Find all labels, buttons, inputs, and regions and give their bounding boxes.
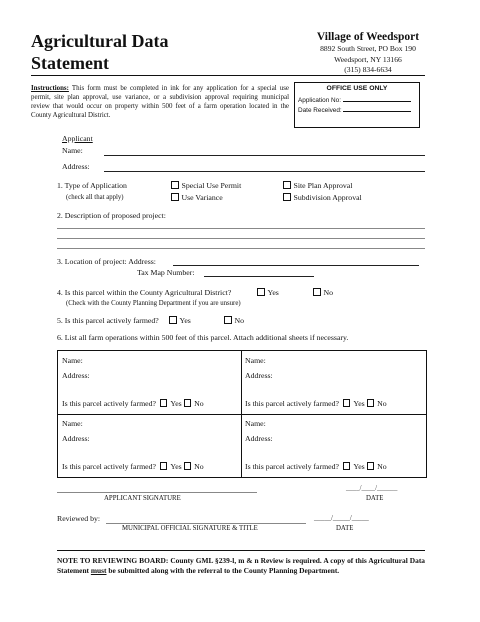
grid-cell-3-address[interactable]: Address: (62, 434, 90, 443)
farmed-label: Is this parcel actively farmed? (62, 399, 156, 408)
note-text-2: be submitted along with the referral to the County Planning Department. (106, 566, 340, 575)
applicant-date-label: DATE (366, 495, 384, 502)
farmed-label: Is this parcel actively farmed? (245, 462, 339, 471)
no-label: No (194, 399, 204, 408)
application-no-label: Application No: (298, 97, 341, 104)
q1-label: 1. Type of Application (57, 181, 127, 190)
page-title (31, 30, 168, 74)
checkbox-icon[interactable] (367, 462, 375, 470)
checkbox-icon[interactable] (160, 462, 168, 470)
title-line-2: Statement (31, 53, 109, 73)
description-line-2[interactable] (57, 238, 425, 239)
q4-yes-label: Yes (267, 288, 279, 297)
q4-no-label: No (323, 288, 334, 297)
option-site-plan-approval[interactable] (283, 181, 352, 191)
q5-no[interactable] (224, 316, 244, 326)
no-label: No (377, 399, 387, 408)
date-received-label: Date Received: (298, 107, 342, 114)
q5-yes[interactable] (169, 316, 191, 326)
q6-label: 6. List all farm operations within 500 feet of this parcel. Attach additional sheets if necessary. (57, 333, 349, 342)
checkbox-icon[interactable] (224, 316, 232, 324)
village-phone: (315) 834-6634 (344, 65, 392, 74)
note-text-1: NOTE TO REVIEWING BOARD: County GML §239-l, m & n Review is required. A copy of this Agricultural Data Statement (57, 556, 425, 575)
village-info (298, 30, 438, 76)
header-rule (31, 75, 425, 76)
checkbox-icon[interactable] (184, 399, 192, 407)
official-date-label: DATE (336, 525, 354, 532)
office-use-box (294, 82, 420, 128)
description-line-1[interactable] (57, 228, 425, 229)
q5-no-label: No (234, 316, 245, 325)
grid-horizontal-divider (58, 414, 426, 415)
tax-map-label: Tax Map Number: (137, 268, 195, 277)
applicant-name-label: Name: (62, 146, 83, 155)
applicant-address-field[interactable] (104, 171, 425, 172)
grid-cell-4-name[interactable]: Name: (245, 419, 266, 428)
grid-cell-1-name[interactable]: Name: (62, 356, 83, 365)
applicant-signature-field[interactable] (57, 492, 257, 493)
option-use-variance[interactable] (171, 193, 223, 203)
applicant-heading: Applicant (62, 134, 93, 143)
reviewed-by-label: Reviewed by: (57, 514, 101, 523)
option-label: Use Variance (181, 193, 223, 202)
checkbox-icon[interactable] (367, 399, 375, 407)
instructions (31, 84, 289, 120)
instructions-text: This form must be completed in ink for any application for a special use permit, site plan approval, use variance, or a subdivision approval requiring municipal review that would occur on property within 500 feet of a farm operation located in the County Agricultural District. (31, 85, 289, 119)
q4-sub: (Check with the County Planning Department if you are unsure) (66, 300, 241, 307)
application-no-row (298, 95, 419, 104)
grid-cell-3-name[interactable]: Name: (62, 419, 83, 428)
village-address-1: 8892 South Street, PO Box 190 (320, 44, 416, 53)
grid-cell-4-address[interactable]: Address: (245, 434, 273, 443)
applicant-name-field[interactable] (104, 155, 425, 156)
checkbox-icon[interactable] (171, 193, 179, 201)
title-line-1: Agricultural Data (31, 31, 169, 51)
checkbox-icon[interactable] (313, 288, 321, 296)
option-label: Special Use Permit (181, 181, 242, 190)
yes-label: Yes (170, 399, 182, 408)
checkbox-icon[interactable] (160, 399, 168, 407)
village-address-2: Weedsport, NY 13166 (334, 54, 402, 64)
note-must: must (90, 566, 107, 575)
checkbox-icon[interactable] (184, 462, 192, 470)
option-special-use-permit[interactable] (171, 181, 241, 191)
official-signature-label: MUNICIPAL OFFICIAL SIGNATURE & TITLE (122, 525, 258, 532)
q1-sub: (check all that apply) (66, 194, 124, 201)
farm-operations-grid (57, 350, 427, 478)
yes-label: Yes (170, 462, 182, 471)
application-no-field[interactable] (343, 95, 411, 102)
grid-cell-1-address[interactable]: Address: (62, 371, 90, 380)
option-subdivision-approval[interactable] (283, 193, 362, 203)
checkbox-icon[interactable] (283, 193, 291, 201)
checkbox-icon[interactable] (169, 316, 177, 324)
grid-cell-4-farmed (245, 462, 387, 472)
grid-cell-2-name[interactable]: Name: (245, 356, 266, 365)
applicant-address-label: Address: (62, 162, 90, 171)
date-received-field[interactable] (343, 105, 411, 112)
option-label: Site Plan Approval (293, 181, 353, 190)
q3-label: 3. Location of project: Address: (57, 257, 156, 266)
reviewing-board-note (57, 556, 425, 576)
tax-map-field[interactable] (204, 276, 314, 277)
checkbox-icon[interactable] (343, 399, 351, 407)
no-label: No (194, 462, 204, 471)
grid-cell-2-address[interactable]: Address: (245, 371, 273, 380)
grid-cell-2-farmed (245, 399, 387, 409)
q5-label: 5. Is this parcel actively farmed? (57, 316, 159, 325)
checkbox-icon[interactable] (171, 181, 179, 189)
grid-cell-3-farmed (62, 462, 204, 472)
description-line-3[interactable] (57, 248, 425, 249)
office-use-heading: OFFICE USE ONLY (326, 85, 388, 92)
instructions-label: Instructions: (31, 85, 69, 92)
official-date-field[interactable]: _____/_____/_____ (314, 515, 369, 522)
village-name: Village of Weedsport (316, 31, 420, 43)
q4-no[interactable] (313, 288, 333, 298)
checkbox-icon[interactable] (257, 288, 265, 296)
applicant-date-field[interactable]: ____/____/______ (346, 485, 398, 492)
date-received-row (298, 105, 419, 114)
applicant-signature-label: APPLICANT SIGNATURE (104, 495, 181, 502)
project-address-field[interactable] (173, 265, 419, 266)
option-label: Subdivision Approval (293, 193, 362, 202)
note-rule (57, 550, 425, 551)
no-label: No (377, 462, 387, 471)
farmed-label: Is this parcel actively farmed? (245, 399, 339, 408)
q5-yes-label: Yes (179, 316, 191, 325)
q4-label: 4. Is this parcel within the County Agricultural District? (57, 288, 232, 297)
checkbox-icon[interactable] (283, 181, 291, 189)
grid-cell-1-farmed (62, 399, 204, 409)
q4-yes[interactable] (257, 288, 279, 298)
checkbox-icon[interactable] (343, 462, 351, 470)
farmed-label: Is this parcel actively farmed? (62, 462, 156, 471)
yes-label: Yes (353, 399, 365, 408)
yes-label: Yes (353, 462, 365, 471)
q2-label: 2. Description of proposed project: (57, 211, 166, 220)
